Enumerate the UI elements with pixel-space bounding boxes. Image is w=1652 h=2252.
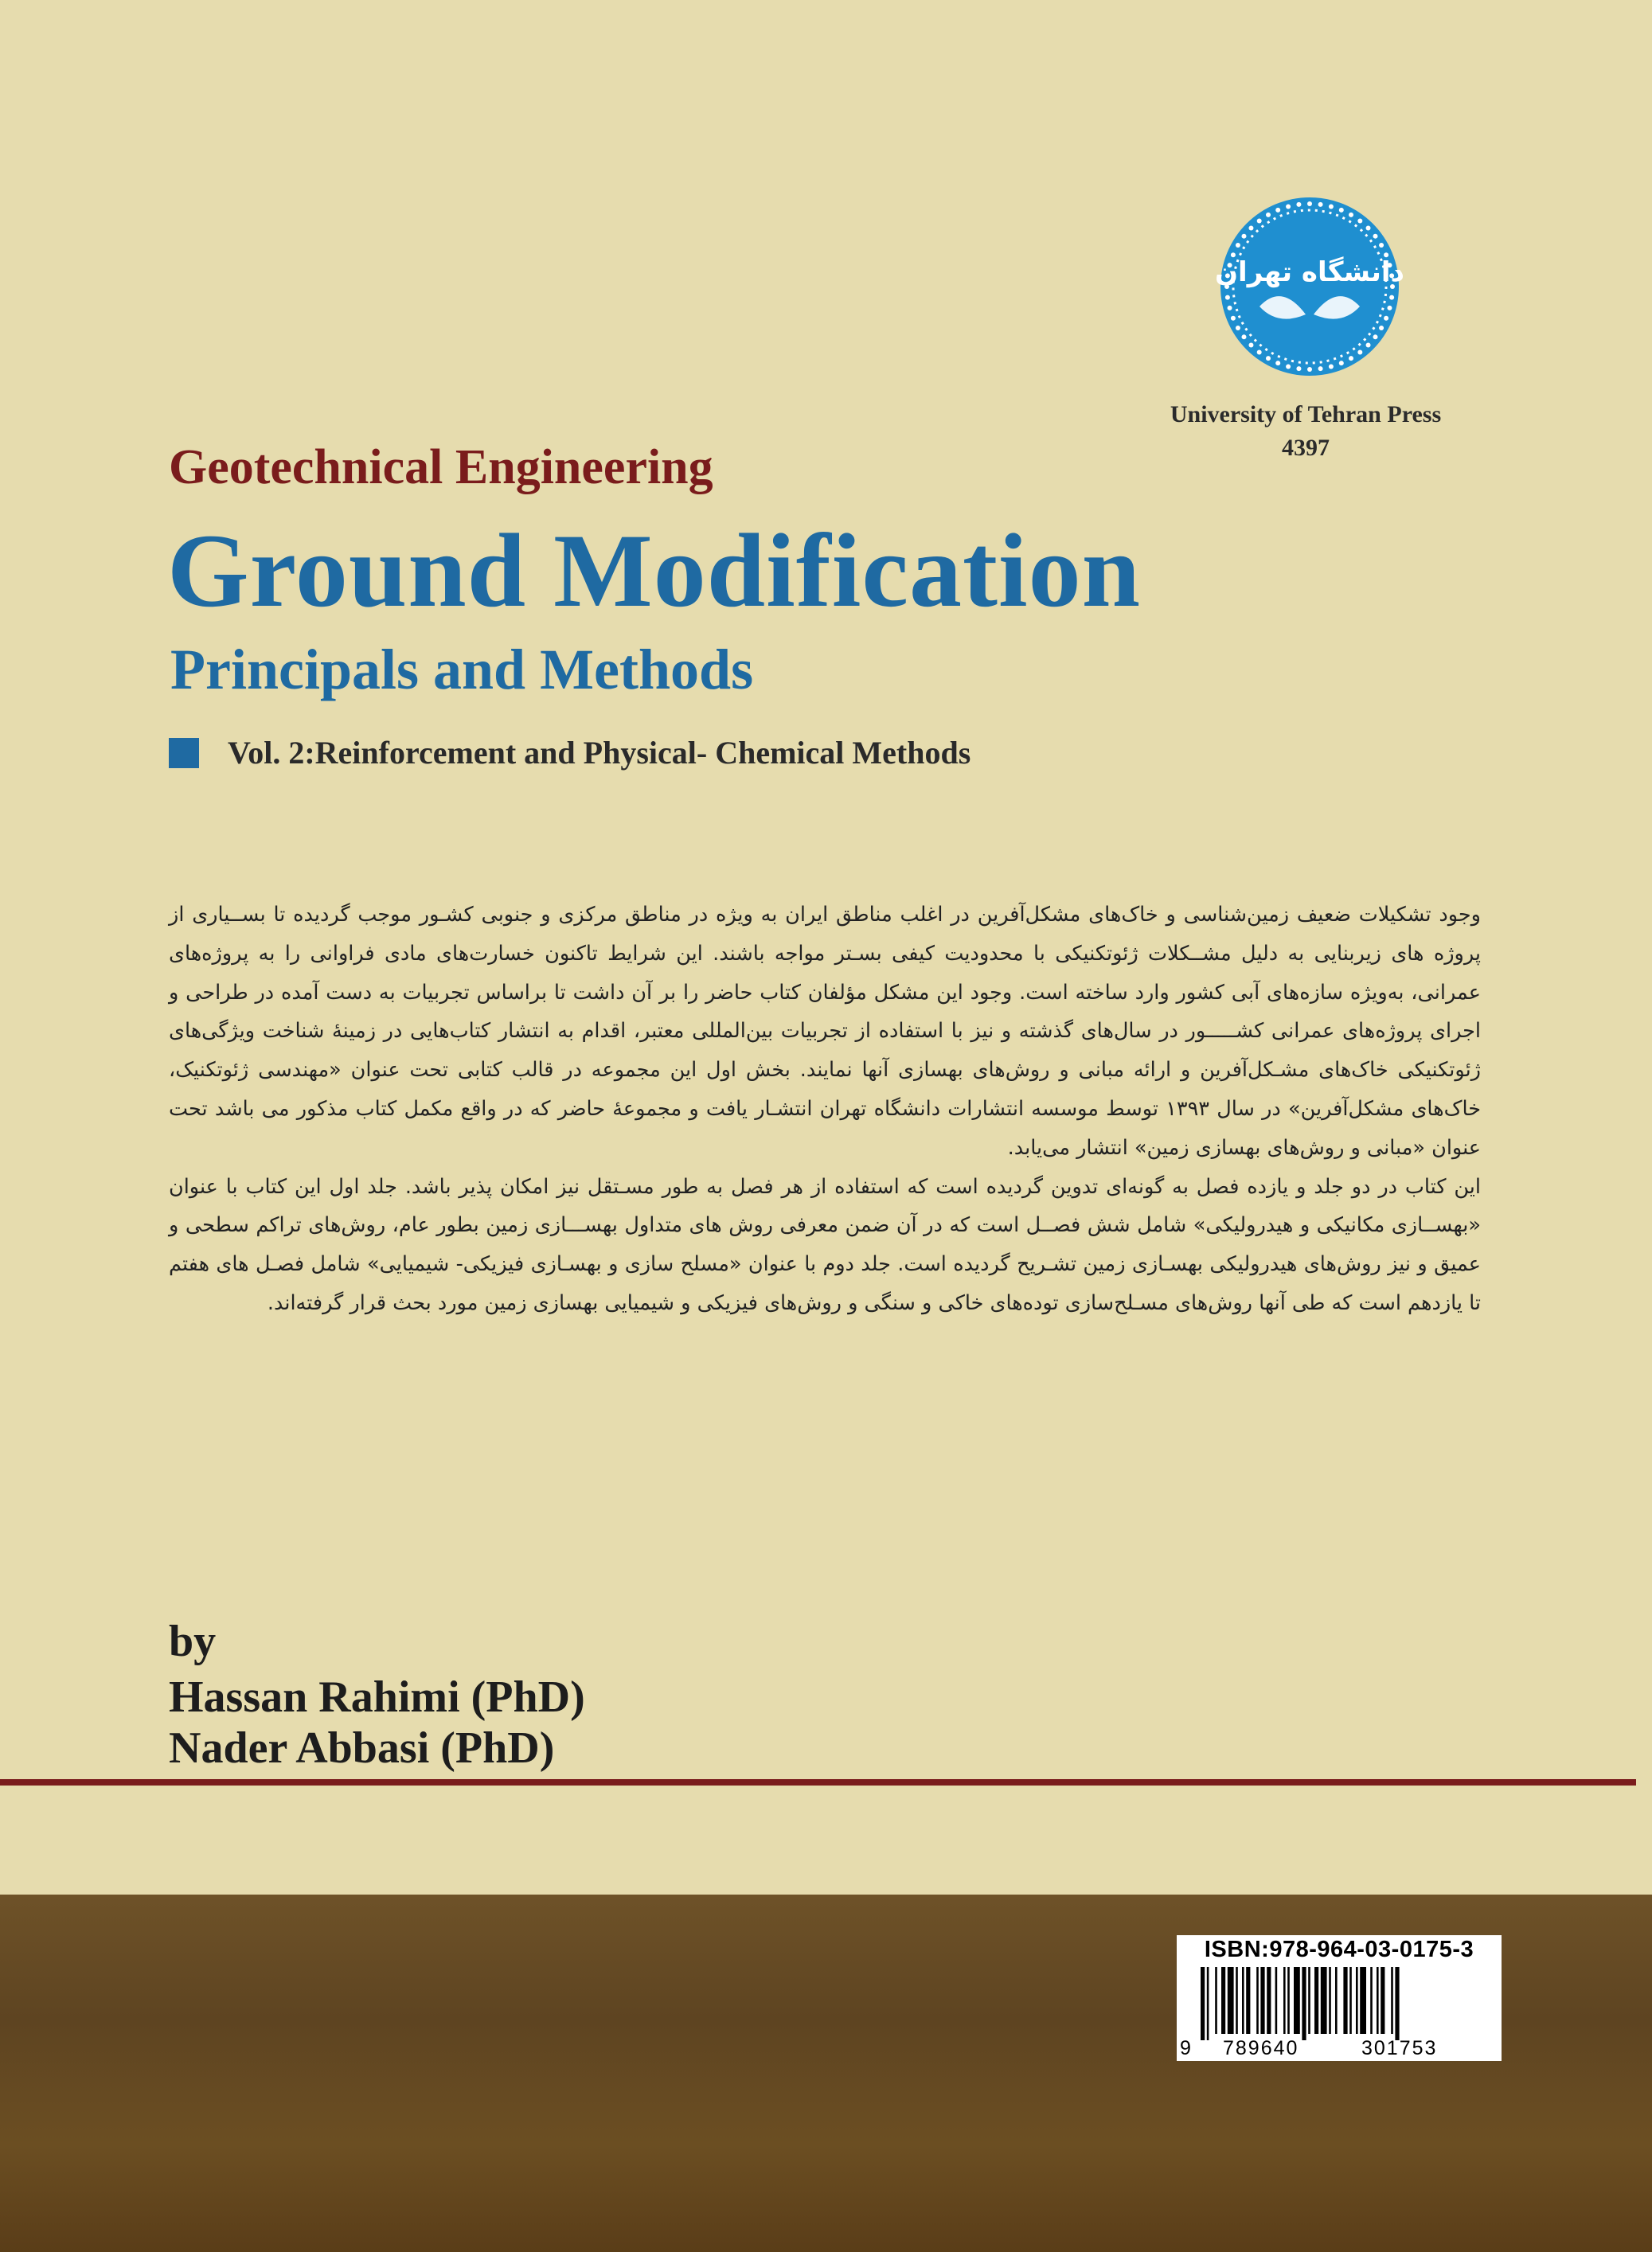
logo-dot [1389, 295, 1394, 300]
logo-dot [1318, 366, 1323, 371]
logo-dot [1266, 213, 1271, 217]
logo-dot [1329, 364, 1334, 369]
logo-dot [1228, 306, 1232, 310]
isbn-barcode-box [1177, 1935, 1502, 2061]
book-subtitle: Principals and Methods [170, 638, 754, 701]
logo-dot [1349, 356, 1353, 361]
volume-title: Vol. 2:Reinforcement and Physical- Chemical Methods [228, 735, 971, 771]
barcode-bar [1260, 1967, 1264, 2034]
barcode-bar [1287, 1967, 1290, 2034]
barcode-bar [1302, 1967, 1306, 2040]
volume-line [169, 734, 971, 771]
persian-description [169, 896, 1481, 1323]
barcode-bar [1335, 1967, 1338, 2034]
logo-dot [1373, 234, 1378, 239]
barcode-bar [1201, 1967, 1205, 2040]
logo-dot [1318, 202, 1323, 207]
logo-dot [1387, 306, 1392, 310]
university-of-tehran-logo [1210, 187, 1409, 386]
divider-rule [0, 1779, 1636, 1786]
barcode-bar [1236, 1967, 1238, 2034]
logo-dot [1296, 202, 1301, 207]
barcode-bar [1349, 1967, 1352, 2034]
logo-dot [1241, 234, 1246, 239]
barcode-bar [1267, 1967, 1271, 2034]
barcode-bar [1308, 1967, 1310, 2034]
barcode-bar [1215, 1967, 1217, 2034]
publisher-block [1099, 398, 1513, 465]
logo-dot [1379, 326, 1384, 330]
series-title: Geotechnical Engineering [169, 440, 713, 494]
barcode-bar [1256, 1967, 1259, 2034]
isbn-label: ISBN:978-964-03-0175-3 [1204, 1937, 1474, 1962]
description-paragraph-2: این کتاب در دو جلد و یازده فصل به گونه‌ای تدوین گردیده است که استفاده از هر فصل به طور مسـتقل نیز امکان پذیر باشد. جلد اول این کتاب با عنوان «بهســازی مکانیکی و هیدرولیکی» شامل شش فصــل است که در آن ضمن معرفی روش های متداول بهســـازی زمین بطور عام، روش‌های تراکم سطحی و عمیق و نیز روش‌های هیدرولیکی بهسـازی زمین تشـریح گردیده است. جلد دوم با عنوان «مسلح سازی و بهسـازی فیزیکی- شیمیایی» شامل فصـل های هفتم تا یازدهم است که طی آنها روش‌های مسـلح‌سازی توده‌های خاکی و سنگی و روش‌های فیزیکی و شیمیایی بهسازی زمین مورد بحث قرار گرفته‌اند. [169, 1174, 1481, 1315]
barcode-bar [1360, 1967, 1366, 2034]
logo-dot [1241, 334, 1246, 339]
logo-dot [1366, 343, 1371, 348]
barcode-bar [1356, 1967, 1358, 2034]
logo-dot [1329, 205, 1334, 209]
logo-dot [1257, 350, 1262, 355]
barcode-bar [1343, 1967, 1347, 2034]
logo-dot [1248, 225, 1253, 230]
logo-dot [1379, 243, 1384, 248]
logo-dot [1225, 295, 1230, 300]
logo-dot [1307, 201, 1312, 206]
logo-dot [1275, 361, 1280, 365]
barcode-bar [1207, 1967, 1209, 2040]
logo-dot [1286, 205, 1291, 209]
logo-dot [1236, 243, 1240, 248]
logo-dot [1266, 356, 1271, 361]
logo-dot [1366, 225, 1371, 230]
logo-dot [1357, 218, 1362, 223]
barcode-bar [1242, 1967, 1244, 2034]
barcode-bar [1377, 1967, 1379, 2034]
publisher-number: 4397 [1282, 435, 1330, 461]
logo-dot [1248, 343, 1253, 348]
barcode-digit-first: 9 [1180, 2037, 1193, 2059]
logo-dot [1339, 208, 1344, 213]
logo-dot [1296, 366, 1301, 371]
barcode-bar [1228, 1967, 1234, 2034]
description-paragraph-1: وجود تشکیلات ضعیف زمین‌شناسی و خاک‌های مشکل‌آفرین در اغلب مناطق ایران به ویژه در مناطق مرکزی و جنوبی کشـور موجب گردیده تا بســیاری از پروژه های زیربنایی به دلیل مشــکلات ژئوتکنیکی با محدودیت کیفی بسـتر مواجه باشند. این شرایط تاکنون خسارت‌های مادی فراوانی را به پروژه‌های عمرانی، به‌ویژه سازه‌های آبی کشور وارد ساخته است. وجود این مشکل مؤلفان کتاب حاضر را بر آن داشت تا براساس تجربیات به دست آمده در طراحی و اجرای پروژه‌های عمرانی کشـــــور در سال‌های گذشته و نیز با استفاده از تجربیات بین‌المللی معتبر، اقدام به انتشار کتاب‌هایی در زمینهٔ شناخت ویژگی‌های ژئوتکنیکی خاک‌های مشـکل‌آفرین و ارائه مبانی و روش‌های بهسازی آنها نمایند. بخش اول این مجموعه در قالب کتابی تحت عنوان «مهندسی ژئوتکنیک، خاک‌های مشکل‌آفرین» در سال ۱۳۹۳ توسط موسسه انتشارات دانشگاه تهران انتشـار یافت و مجموعهٔ حاضر که در واقع مکمل کتاب مذکور می باشد تحت عنوان «مبانی و روش‌های بهسازی زمین» انتشار می‌یابد. [169, 903, 1481, 1160]
logo-dot [1236, 326, 1240, 330]
logo-dot [1349, 213, 1353, 217]
publisher-name: University of Tehran Press [1170, 401, 1442, 427]
barcode-digits-left: 789640 [1223, 2037, 1299, 2059]
barcode-bar [1283, 1967, 1286, 2034]
barcode-bar [1275, 1967, 1278, 2034]
barcode-bar [1391, 1967, 1393, 2034]
barcode-icon [1197, 1967, 1484, 2040]
barcode-digits-right: 301753 [1361, 2037, 1438, 2059]
logo-dot [1257, 218, 1262, 223]
logo-dot [1357, 350, 1362, 355]
book-title: Ground Modification [167, 512, 1142, 629]
bullet-square [169, 738, 199, 768]
barcode-bar [1294, 1967, 1300, 2034]
author-1: Hassan Rahimi (PhD) [169, 1672, 585, 1722]
by-label: by [169, 1617, 217, 1666]
barcode-bar [1314, 1967, 1318, 2034]
logo-dot [1373, 334, 1378, 339]
barcode-bar [1321, 1967, 1327, 2034]
logo-dot [1286, 364, 1291, 369]
logo-dot [1339, 361, 1344, 365]
barcode-bar [1395, 1967, 1399, 2040]
logo-dot [1384, 316, 1388, 321]
barcode-bar [1221, 1967, 1225, 2034]
logo-dot [1275, 208, 1280, 213]
logo-dot [1231, 316, 1236, 321]
logo-dot [1307, 367, 1312, 372]
barcode-bar [1381, 1967, 1384, 2034]
barcode-bar [1329, 1967, 1331, 2034]
author-2: Nader Abbasi (PhD) [169, 1723, 555, 1773]
barcode-bar [1246, 1967, 1250, 2034]
logo-text: دانشگاه تهران [1215, 256, 1404, 288]
barcode-bar [1370, 1967, 1373, 2034]
